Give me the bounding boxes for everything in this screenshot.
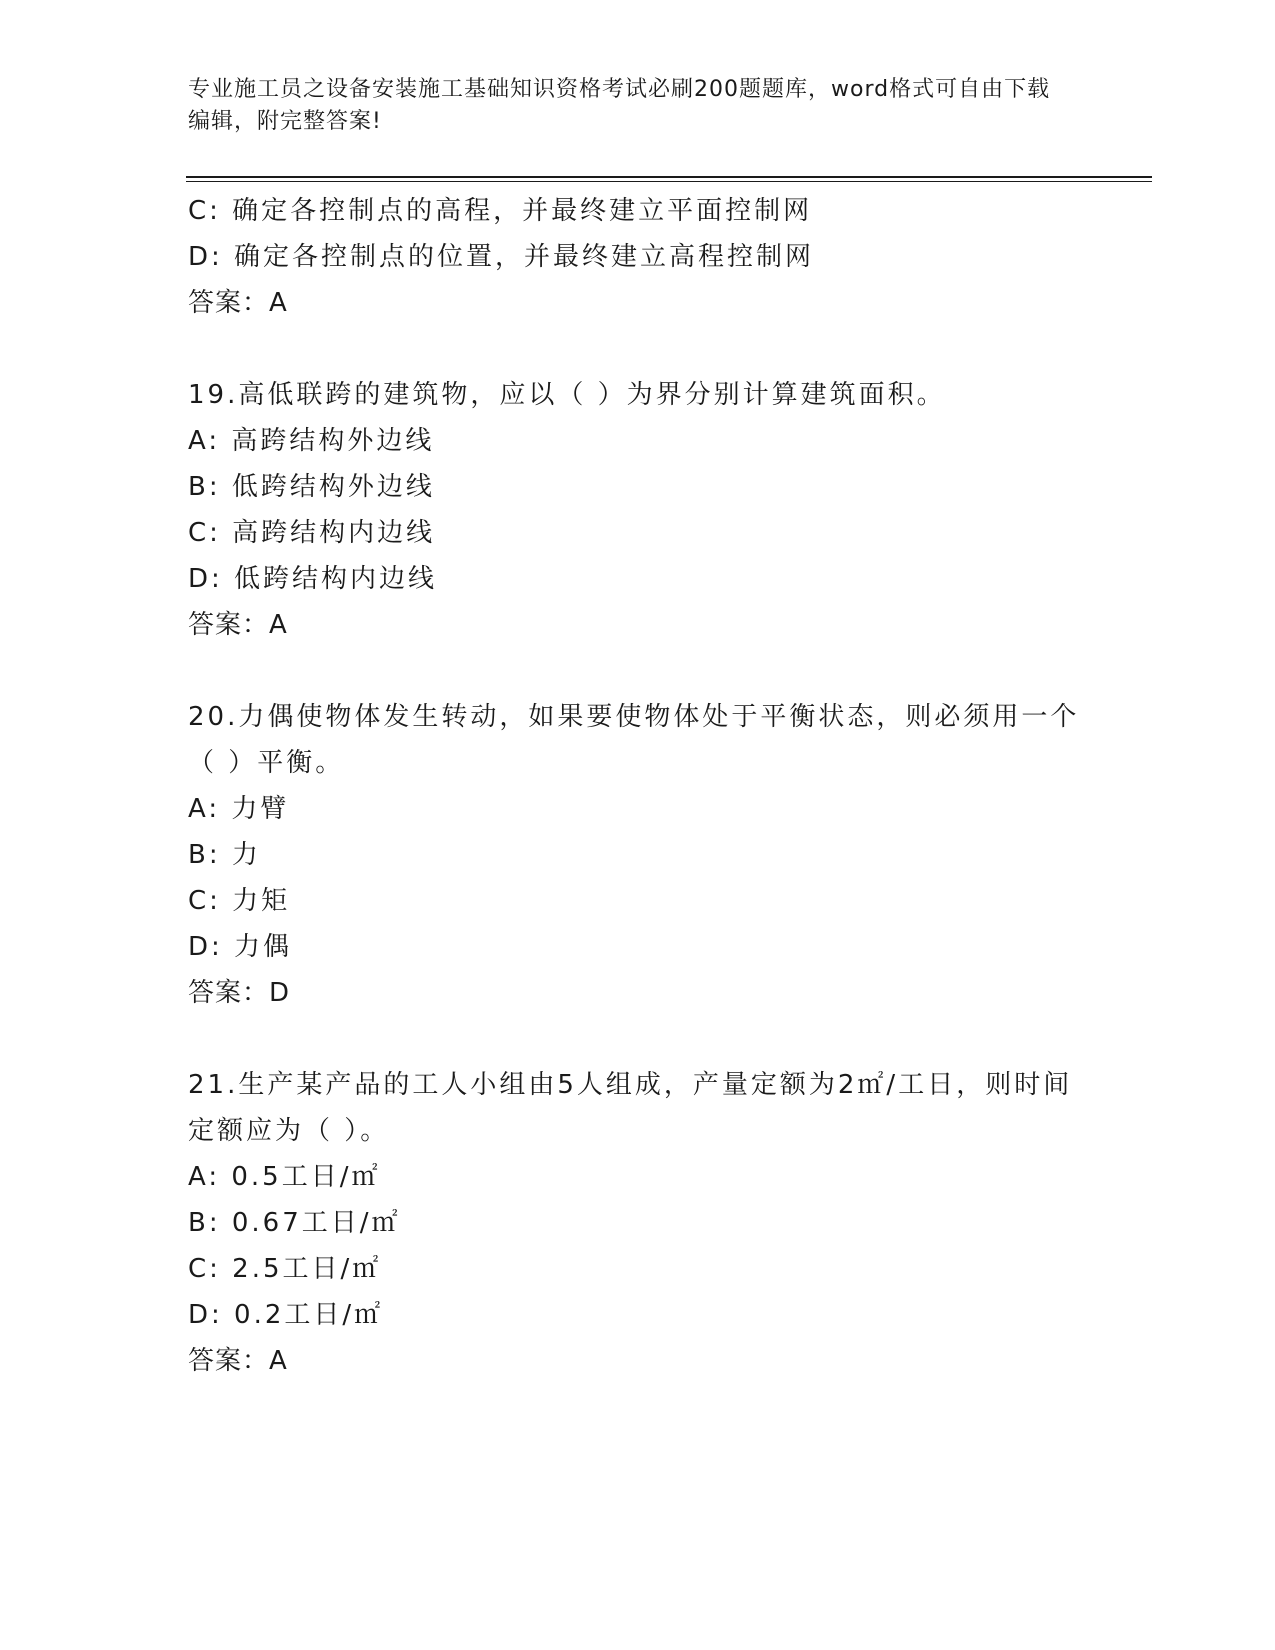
option-b: B: 0.67工日/㎡ bbox=[188, 1208, 401, 1238]
question-stem-line-2: 定额应为（ ）。 bbox=[188, 1116, 390, 1146]
answer-line: 答案：A bbox=[188, 288, 288, 318]
question-content bbox=[188, 188, 1088, 1384]
answer-line: 答案：A bbox=[188, 610, 288, 640]
option-a: A: 高跨结构外边线 bbox=[188, 426, 435, 456]
option-b: B: 低跨结构外边线 bbox=[188, 472, 435, 502]
option-b: B: 力 bbox=[188, 840, 261, 870]
option-c: C: 2.5工日/㎡ bbox=[188, 1254, 382, 1284]
option-d: D: 确定各控制点的位置，并最终建立高程控制网 bbox=[188, 242, 815, 272]
option-a: A: 0.5工日/㎡ bbox=[188, 1162, 381, 1192]
document-header: 专业施工员之设备安装施工基础知识资格考试必刷200题题库，word格式可自由下载编辑，附完整答案! bbox=[188, 77, 1051, 134]
option-d: D: 0.2工日/㎡ bbox=[188, 1300, 384, 1330]
option-c: C: 力矩 bbox=[188, 886, 291, 916]
question-19 bbox=[188, 372, 1088, 648]
prev-question-block bbox=[188, 188, 1088, 326]
option-d: D: 低跨结构内边线 bbox=[188, 564, 438, 594]
answer-line: 答案：A bbox=[188, 1346, 288, 1376]
option-d: D: 力偶 bbox=[188, 932, 293, 962]
answer-line: 答案：D bbox=[188, 978, 291, 1008]
question-stem-line-1: 21.生产某产品的工人小组由5人组成，产量定额为2㎡/工日，则时间 bbox=[188, 1070, 1073, 1100]
question-stem: 19.高低联跨的建筑物，应以（ ）为界分别计算建筑面积。 bbox=[188, 380, 946, 410]
question-stem-line-1: 20.力偶使物体发生转动，如果要使物体处于平衡状态，则必须用一个 bbox=[188, 702, 1080, 732]
question-stem-line-2: （ ）平衡。 bbox=[188, 748, 345, 778]
option-a: A: 力臂 bbox=[188, 794, 290, 824]
option-c: C: 确定各控制点的高程，并最终建立平面控制网 bbox=[188, 196, 813, 226]
header-rule-thick bbox=[186, 176, 1152, 178]
question-21 bbox=[188, 1062, 1088, 1384]
option-c: C: 高跨结构内边线 bbox=[188, 518, 436, 548]
header-rule-thin bbox=[186, 181, 1152, 182]
question-20 bbox=[188, 694, 1088, 1016]
